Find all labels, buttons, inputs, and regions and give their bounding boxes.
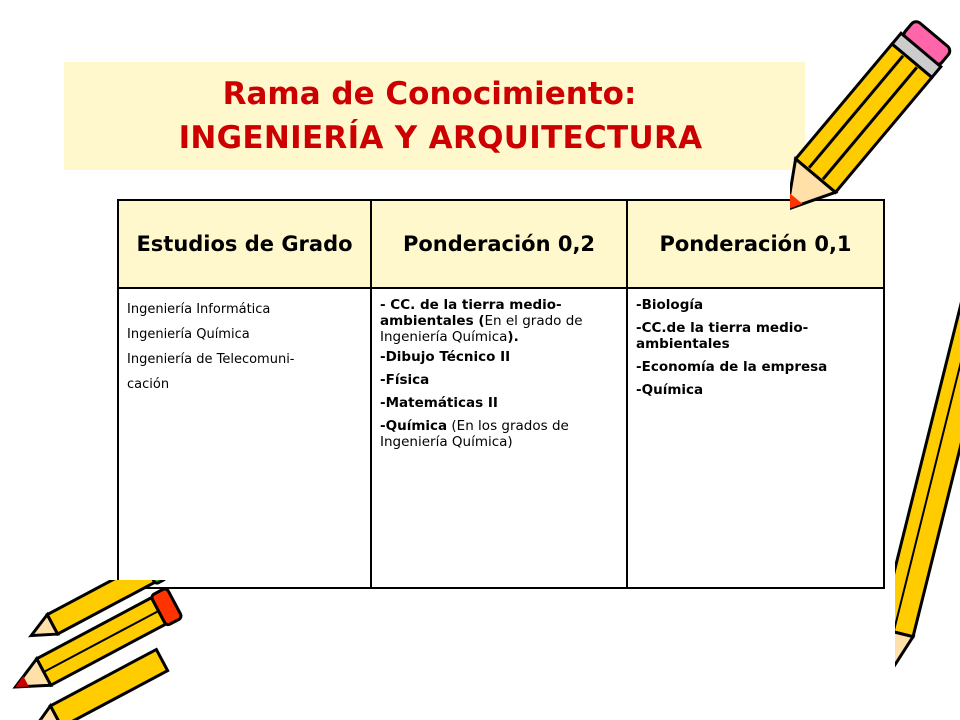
grado-item: Ingeniería Química: [127, 327, 250, 342]
header-ponderacion-01: Ponderación 0,1: [627, 200, 884, 288]
pencil-clipart-icon: [895, 215, 960, 720]
subject-name: -Física: [380, 372, 430, 388]
header-estudios-de-grado: Estudios de Grado: [118, 200, 371, 288]
grado-item: Ingeniería de Telecomuni-: [127, 352, 295, 367]
subject-item: [380, 349, 620, 365]
subject-name: -Matemáticas II: [380, 395, 498, 411]
subject-item: [380, 372, 620, 388]
table-header-row: [118, 200, 884, 288]
subject-name: -CC.de la tierra medio-ambientales: [636, 320, 809, 352]
subject-item: [380, 418, 620, 450]
subject-item: [380, 395, 620, 411]
subject-item: [636, 359, 877, 375]
subject-name: -Dibujo Técnico II: [380, 349, 511, 365]
subject-name: -Economía de la empresa: [636, 359, 828, 375]
pencil-clipart-icon: [0, 580, 200, 720]
subject-item: [636, 297, 877, 313]
subject-item: [380, 297, 620, 345]
subject-name: -Química: [636, 382, 704, 398]
title-banner: [64, 62, 805, 170]
grado-item: cación: [127, 377, 170, 392]
grado-item: Ingeniería Informática: [127, 302, 271, 317]
subject-item: [636, 320, 877, 352]
cell-ponderacion-01: [627, 288, 884, 588]
ponderaciones-table: [117, 199, 883, 589]
subject-note: En el grado de Ingeniería Química: [380, 313, 583, 345]
subject-note-end: ).: [507, 329, 519, 345]
table-row: [118, 288, 884, 588]
subject-item: [636, 382, 877, 398]
pencil-clipart-icon: [790, 0, 960, 230]
slide-title-line-1: Rama de Conocimiento:: [222, 76, 637, 112]
header-ponderacion-02: Ponderación 0,2: [371, 200, 627, 288]
cell-ponderacion-02: [371, 288, 627, 588]
subject-name: -Biología: [636, 297, 704, 313]
slide-title-line-2: INGENIERÍA Y ARQUITECTURA: [178, 120, 703, 156]
cell-grados: [118, 288, 371, 588]
subject-note: (En los grados de Ingeniería Química): [380, 418, 569, 450]
subject-name: -Química: [380, 418, 448, 434]
subject-name: - CC. de la tierra medio-ambientales (: [380, 297, 562, 329]
